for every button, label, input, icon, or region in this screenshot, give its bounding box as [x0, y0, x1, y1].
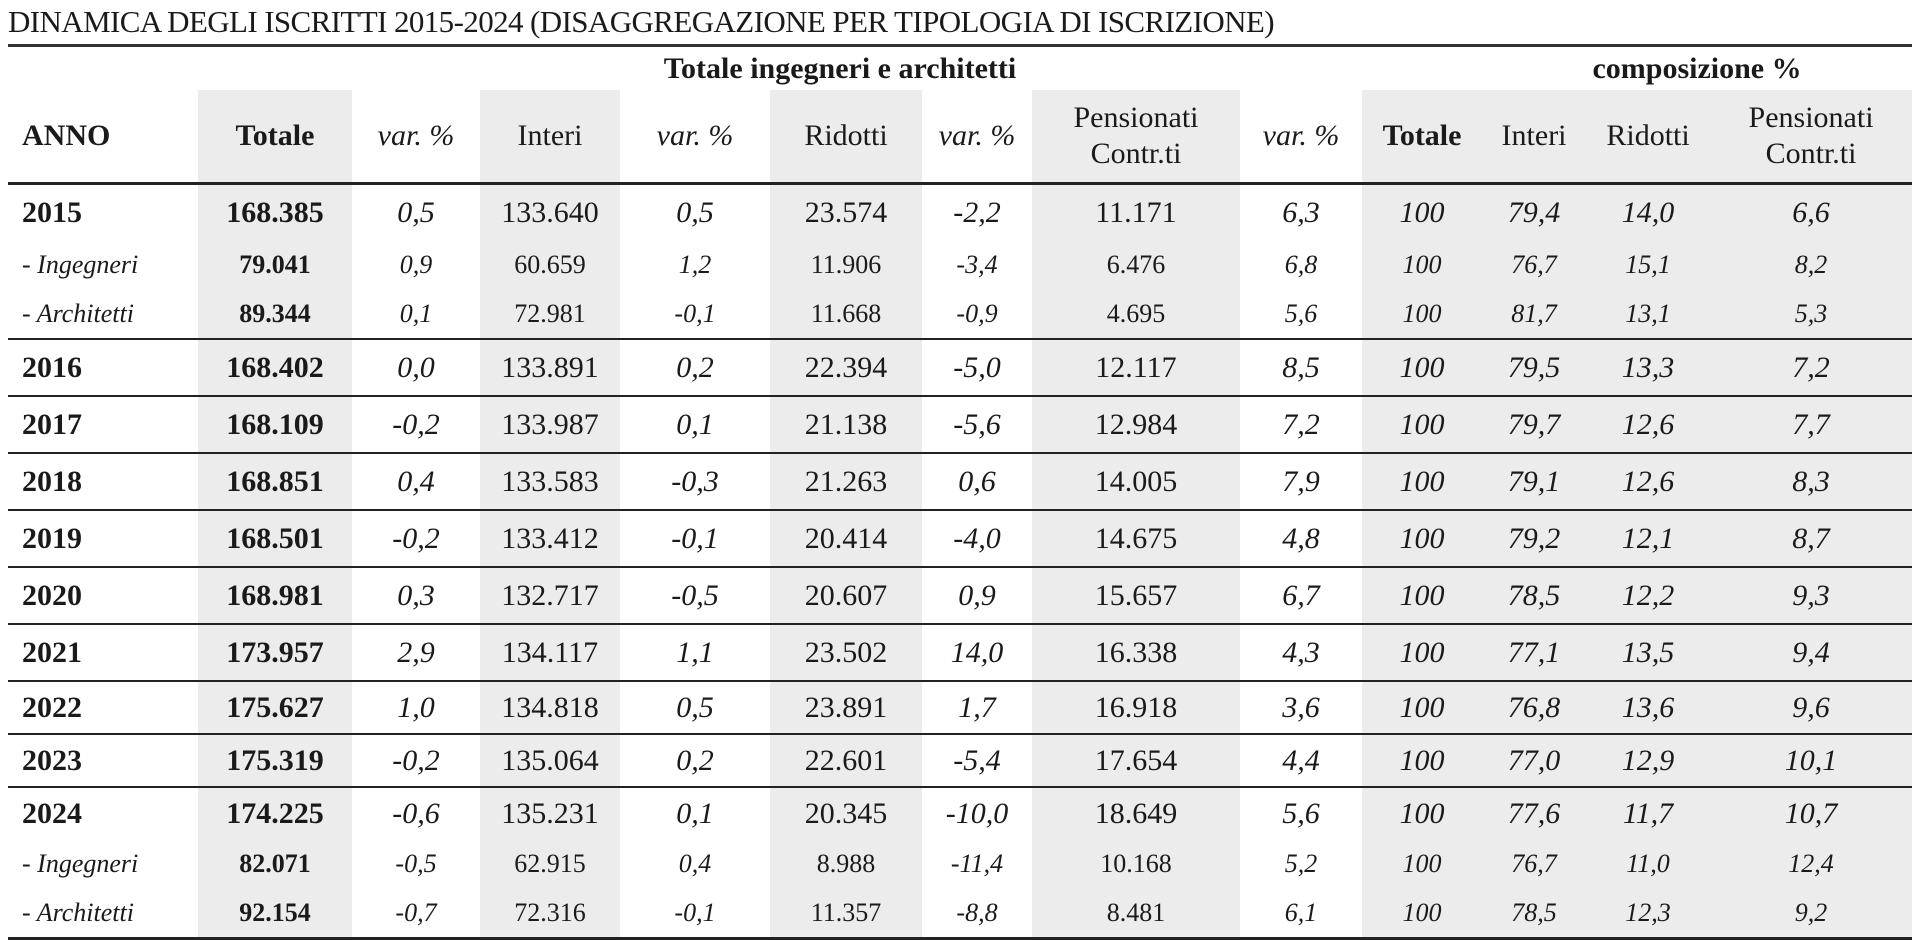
cell-pensionati: 8.481 [1032, 888, 1240, 939]
col-header-var-ridotti: var. % [922, 90, 1032, 184]
cell-var-ridotti: 1,7 [922, 681, 1032, 734]
col-header-comp-interi: Interi [1482, 90, 1586, 184]
cell-ridotti: 23.502 [770, 624, 922, 681]
cell-pensionati: 4.695 [1032, 289, 1240, 339]
cell-comp-pensionati: 9,6 [1710, 681, 1912, 734]
group-header-row [8, 48, 1912, 90]
cell-anno: - Architetti [8, 888, 198, 939]
cell-anno: 2021 [8, 624, 198, 681]
col-header-anno: ANNO [8, 90, 198, 184]
cell-ridotti: 11.668 [770, 289, 922, 339]
cell-pensionati: 12.117 [1032, 339, 1240, 396]
group-header-composizione: composizione % [1592, 52, 1802, 85]
cell-var-totale: 0,9 [399, 249, 433, 279]
cell-var-interi: 0,1 [620, 787, 770, 839]
cell-comp-totale: 100 [1362, 624, 1482, 681]
cell-totale: 168.402 [198, 339, 352, 396]
cell-var-ridotti: -8,8 [922, 888, 1032, 939]
col-header-comp-pensionati [1710, 90, 1912, 184]
cell-var-pensionati: 6,8 [1284, 249, 1318, 279]
col-header-var-totale: var. % [352, 90, 480, 184]
cell-totale: 168.109 [198, 396, 352, 453]
cell-comp-interi: 77,0 [1482, 734, 1586, 787]
cell-pensionati: 15.657 [1032, 567, 1240, 624]
cell-comp-ridotti: 13,5 [1586, 624, 1710, 681]
cell-comp-ridotti: 13,1 [1586, 289, 1710, 339]
cell-var-interi: 0,2 [620, 339, 770, 396]
cell-var-interi: -0,1 [620, 888, 770, 939]
col-header-pensionati-line1: Pensionati [1073, 101, 1199, 134]
cell-pensionati: 14.005 [1032, 453, 1240, 510]
table-row [8, 734, 1912, 787]
cell-var-pensionati: 6,3 [1282, 195, 1320, 229]
cell-anno: 2020 [8, 567, 198, 624]
cell-totale: 175.319 [198, 734, 352, 787]
cell-ridotti: 21.263 [770, 453, 922, 510]
table-container [8, 48, 1912, 927]
cell-pensionati: 14.675 [1032, 510, 1240, 567]
cell-var-pensionati: 3,6 [1240, 681, 1362, 734]
cell-anno: 2018 [8, 453, 198, 510]
cell-comp-totale: 100 [1362, 787, 1482, 839]
cell-pensionati: 16.918 [1032, 681, 1240, 734]
cell-comp-totale: 100 [1362, 510, 1482, 567]
cell-pensionati: 17.654 [1032, 734, 1240, 787]
table-row [8, 888, 1912, 939]
cell-comp-ridotti: 12,2 [1586, 567, 1710, 624]
cell-anno: 2015 [22, 195, 82, 229]
cell-var-pensionati: 5,2 [1284, 848, 1318, 878]
cell-anno: 2016 [8, 339, 198, 396]
cell-anno: 2024 [8, 787, 198, 839]
col-header-comp-pensionati-line1: Pensionati [1748, 101, 1874, 134]
cell-totale: 92.154 [198, 888, 352, 939]
cell-var-ridotti: -11,4 [950, 848, 1004, 878]
cell-var-pensionati: 4,4 [1240, 734, 1362, 787]
cell-comp-totale: 100 [1362, 888, 1482, 939]
cell-var-ridotti: 0,9 [922, 567, 1032, 624]
cell-var-pensionati: 6,7 [1240, 567, 1362, 624]
cell-anno: - Ingegneri [22, 848, 139, 878]
cell-comp-pensionati: 8,2 [1710, 240, 1912, 289]
cell-comp-pensionati: 9,2 [1710, 888, 1912, 939]
cell-totale: 168.851 [198, 453, 352, 510]
cell-totale: 89.344 [198, 289, 352, 339]
iscritti-table [8, 48, 1912, 940]
cell-comp-interi: 76,7 [1482, 240, 1586, 289]
cell-comp-ridotti: 12,1 [1586, 510, 1710, 567]
cell-anno: 2023 [8, 734, 198, 787]
cell-pensionati: 16.338 [1032, 624, 1240, 681]
cell-pensionati: 18.649 [1032, 787, 1240, 839]
cell-interi: 133.583 [480, 453, 620, 510]
cell-comp-totale: 100 [1362, 240, 1482, 289]
table-row [8, 567, 1912, 624]
cell-interi: 135.231 [480, 787, 620, 839]
cell-interi: 132.717 [480, 567, 620, 624]
cell-var-ridotti: -3,4 [956, 249, 998, 279]
group-header-totale: Totale ingegneri e architetti [663, 52, 1017, 85]
cell-comp-pensionati: 6,6 [1710, 184, 1912, 241]
cell-var-totale: -0,6 [352, 787, 480, 839]
cell-ridotti: 22.601 [770, 734, 922, 787]
table-row [8, 289, 1912, 339]
cell-pensionati: 6.476 [1032, 240, 1240, 289]
cell-comp-pensionati: 9,3 [1710, 567, 1912, 624]
cell-comp-interi: 79,7 [1482, 396, 1586, 453]
cell-var-totale: 1,0 [352, 681, 480, 734]
cell-pensionati: 11.171 [1032, 184, 1240, 241]
cell-comp-interi: 79,4 [1482, 184, 1586, 241]
cell-comp-pensionati: 8,7 [1710, 510, 1912, 567]
cell-var-totale: 0,5 [397, 195, 435, 229]
cell-ridotti: 11.357 [770, 888, 922, 939]
table-row [8, 839, 1912, 888]
table-title: DINAMICA DEGLI ISCRITTI 2015-2024 (DISAGGREGAZIONE PER TIPOLOGIA DI ISCRIZIONE) [8, 4, 1274, 39]
cell-comp-ridotti: 11,0 [1586, 839, 1710, 888]
cell-anno: 2019 [8, 510, 198, 567]
cell-comp-pensionati: 8,3 [1710, 453, 1912, 510]
cell-interi: 135.064 [480, 734, 620, 787]
cell-pensionati: 12.984 [1032, 396, 1240, 453]
cell-var-interi: -0,3 [620, 453, 770, 510]
cell-totale: 79.041 [198, 240, 352, 289]
cell-totale: 174.225 [198, 787, 352, 839]
cell-comp-ridotti: 13,3 [1586, 339, 1710, 396]
cell-var-interi: 0,4 [678, 848, 712, 878]
cell-ridotti: 21.138 [770, 396, 922, 453]
cell-var-interi: -0,5 [620, 567, 770, 624]
cell-interi: 133.891 [480, 339, 620, 396]
cell-comp-interi: 78,5 [1482, 567, 1586, 624]
cell-var-interi: 0,2 [620, 734, 770, 787]
col-header-interi: Interi [480, 90, 620, 184]
col-header-totale: Totale [198, 90, 352, 184]
cell-var-ridotti: -5,6 [922, 396, 1032, 453]
cell-anno: 2017 [8, 396, 198, 453]
cell-interi: 134.117 [480, 624, 620, 681]
cell-var-ridotti: -5,0 [922, 339, 1032, 396]
cell-interi: 72.981 [480, 289, 620, 339]
cell-anno: - Ingegneri [22, 249, 139, 279]
cell-var-pensionati: 6,1 [1240, 888, 1362, 939]
cell-var-interi: 0,1 [620, 396, 770, 453]
column-header-row [8, 90, 1912, 184]
col-header-comp-totale: Totale [1362, 90, 1482, 184]
table-row [8, 787, 1912, 839]
cell-interi: 134.818 [480, 681, 620, 734]
cell-comp-pensionati: 12,4 [1710, 839, 1912, 888]
table-row [8, 624, 1912, 681]
cell-var-ridotti: -4,0 [922, 510, 1032, 567]
cell-var-pensionati: 5,6 [1284, 298, 1318, 328]
table-row [8, 681, 1912, 734]
cell-ridotti: 22.394 [770, 339, 922, 396]
cell-var-ridotti: -10,0 [922, 787, 1032, 839]
cell-comp-ridotti: 11,7 [1586, 787, 1710, 839]
cell-var-ridotti: -2,2 [953, 195, 1001, 229]
cell-comp-totale: 100 [1362, 734, 1482, 787]
cell-var-pensionati: 7,2 [1240, 396, 1362, 453]
title-rule [8, 44, 1912, 47]
cell-var-pensionati: 8,5 [1240, 339, 1362, 396]
cell-ridotti: 23.574 [770, 184, 922, 241]
cell-var-pensionati: 4,8 [1240, 510, 1362, 567]
cell-comp-ridotti: 12,6 [1586, 396, 1710, 453]
cell-ridotti: 20.607 [770, 567, 922, 624]
cell-interi: 133.640 [480, 184, 620, 241]
cell-ridotti: 8.988 [770, 839, 922, 888]
col-header-comp-pensionati-line2: Contr.ti [1765, 137, 1857, 170]
cell-comp-ridotti: 14,0 [1586, 184, 1710, 241]
cell-totale: 173.957 [198, 624, 352, 681]
cell-comp-totale: 100 [1362, 453, 1482, 510]
cell-comp-totale: 100 [1362, 184, 1482, 241]
cell-comp-interi: 76,7 [1482, 839, 1586, 888]
cell-comp-ridotti: 12,6 [1586, 453, 1710, 510]
cell-comp-pensionati: 10,7 [1710, 787, 1912, 839]
cell-comp-pensionati: 7,7 [1710, 396, 1912, 453]
cell-comp-totale: 100 [1362, 289, 1482, 339]
cell-var-ridotti: -5,4 [922, 734, 1032, 787]
cell-var-interi: 1,2 [678, 249, 712, 279]
cell-comp-totale: 100 [1362, 681, 1482, 734]
cell-var-interi: 0,5 [676, 195, 714, 229]
cell-comp-ridotti: 15,1 [1586, 240, 1710, 289]
cell-comp-pensionati: 5,3 [1710, 289, 1912, 339]
cell-ridotti: 11.906 [770, 240, 922, 289]
col-header-comp-ridotti: Ridotti [1586, 90, 1710, 184]
cell-var-totale: -0,7 [352, 888, 480, 939]
cell-totale: 82.071 [198, 839, 352, 888]
cell-comp-pensionati: 9,4 [1710, 624, 1912, 681]
cell-comp-totale: 100 [1362, 839, 1482, 888]
cell-var-interi: 1,1 [620, 624, 770, 681]
cell-comp-interi: 79,5 [1482, 339, 1586, 396]
cell-var-totale: -0,2 [352, 734, 480, 787]
cell-comp-pensionati: 10,1 [1710, 734, 1912, 787]
cell-comp-interi: 78,5 [1482, 888, 1586, 939]
cell-var-ridotti: 0,6 [922, 453, 1032, 510]
cell-var-totale: -0,2 [352, 396, 480, 453]
table-row [8, 396, 1912, 453]
cell-var-pensionati: 7,9 [1240, 453, 1362, 510]
cell-comp-interi: 77,1 [1482, 624, 1586, 681]
cell-comp-ridotti: 12,3 [1586, 888, 1710, 939]
table-body [8, 184, 1912, 939]
col-header-pensionati-line2: Contr.ti [1090, 137, 1182, 170]
cell-var-pensionati: 5,6 [1240, 787, 1362, 839]
cell-var-totale: 0,4 [352, 453, 480, 510]
col-header-var-interi: var. % [620, 90, 770, 184]
col-header-var-pensionati: var. % [1240, 90, 1362, 184]
table-row [8, 453, 1912, 510]
group-header-spacer [8, 48, 198, 90]
cell-var-totale: 2,9 [352, 624, 480, 681]
cell-var-totale: -0,2 [352, 510, 480, 567]
cell-var-ridotti: 14,0 [922, 624, 1032, 681]
cell-totale: 168.385 [198, 184, 352, 241]
col-header-ridotti: Ridotti [770, 90, 922, 184]
cell-var-interi: -0,1 [620, 510, 770, 567]
cell-comp-interi: 77,6 [1482, 787, 1586, 839]
table-row [8, 510, 1912, 567]
cell-comp-interi: 79,2 [1482, 510, 1586, 567]
table-row [8, 339, 1912, 396]
col-header-pensionati [1032, 90, 1240, 184]
cell-comp-interi: 81,7 [1482, 289, 1586, 339]
cell-anno: - Architetti [22, 298, 134, 328]
cell-comp-pensionati: 7,2 [1710, 339, 1912, 396]
cell-interi: 60.659 [480, 240, 620, 289]
cell-comp-totale: 100 [1362, 567, 1482, 624]
cell-interi: 62.915 [480, 839, 620, 888]
cell-var-totale: -0,5 [395, 848, 437, 878]
cell-totale: 175.627 [198, 681, 352, 734]
cell-comp-interi: 79,1 [1482, 453, 1586, 510]
cell-comp-totale: 100 [1362, 396, 1482, 453]
table-row [8, 240, 1912, 289]
cell-interi: 72.316 [480, 888, 620, 939]
cell-var-totale: 0,3 [352, 567, 480, 624]
cell-comp-interi: 76,8 [1482, 681, 1586, 734]
cell-var-totale: 0,1 [399, 298, 433, 328]
cell-ridotti: 20.414 [770, 510, 922, 567]
cell-ridotti: 20.345 [770, 787, 922, 839]
cell-interi: 133.412 [480, 510, 620, 567]
cell-pensionati: 10.168 [1032, 839, 1240, 888]
cell-comp-ridotti: 13,6 [1586, 681, 1710, 734]
cell-interi: 133.987 [480, 396, 620, 453]
cell-var-ridotti: -0,9 [956, 298, 998, 328]
cell-comp-ridotti: 12,9 [1586, 734, 1710, 787]
cell-comp-totale: 100 [1362, 339, 1482, 396]
cell-totale: 168.501 [198, 510, 352, 567]
cell-anno: 2022 [8, 681, 198, 734]
cell-var-interi: 0,5 [620, 681, 770, 734]
cell-var-totale: 0,0 [352, 339, 480, 396]
cell-ridotti: 23.891 [770, 681, 922, 734]
table-row [8, 184, 1912, 241]
cell-totale: 168.981 [198, 567, 352, 624]
cell-var-pensionati: 4,3 [1240, 624, 1362, 681]
cell-var-interi: -0,1 [674, 298, 716, 328]
